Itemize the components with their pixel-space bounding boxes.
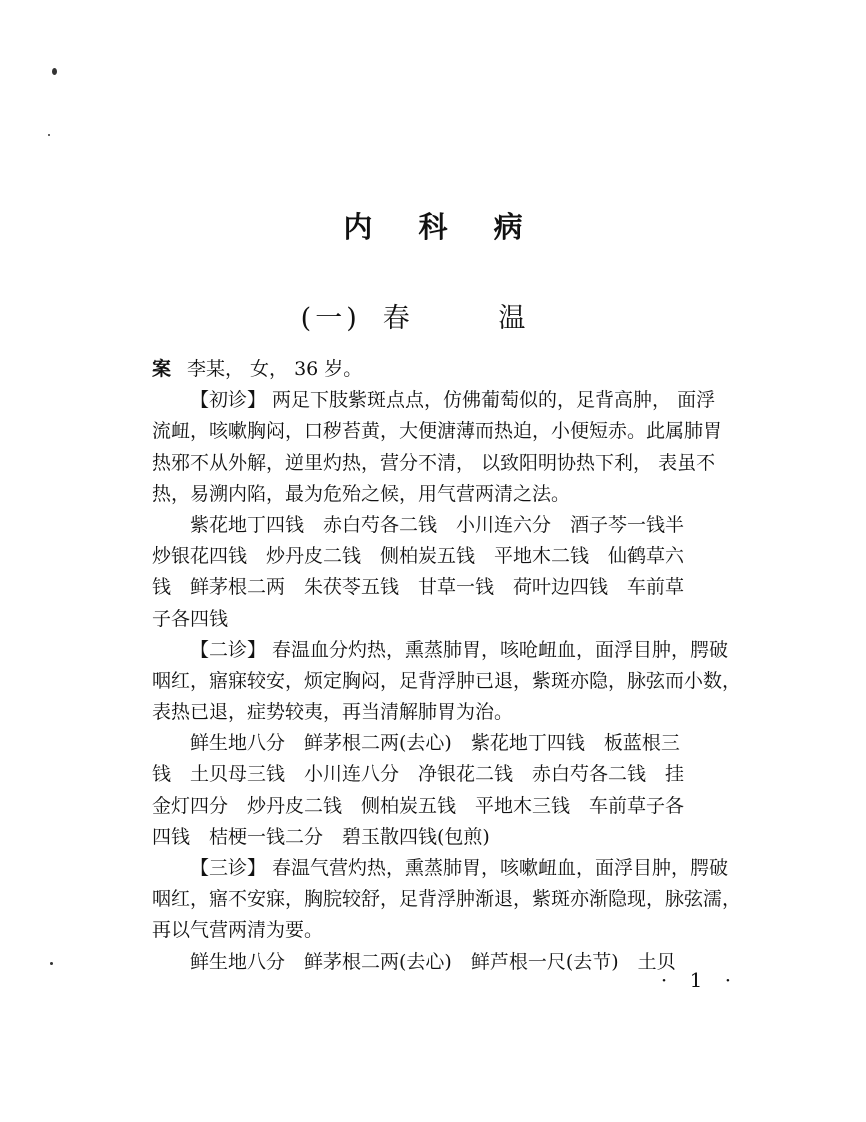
visit-line: 流衄，咳嗽胸闷，口秽苔黄，大便溏薄而热迫，小便短赤。此属肺胃 (152, 420, 723, 443)
prescription-line: 子各四钱 (152, 607, 229, 630)
page-number: · 1 · (660, 968, 740, 992)
prescription-line: 钱 土贝母三钱 小川连八分 净银花二钱 赤白芍各二钱 挂 (152, 763, 685, 786)
visit-2 (152, 635, 752, 853)
prescription-line: 鲜生地八分 鲜茅根二两(去心) 鲜芦根一尺(去节) 土贝 (190, 950, 676, 973)
visit-line: 再以气营两清为要。 (152, 919, 324, 942)
visit-line: 咽红，寤不安寐，胸脘较舒，足背浮肿渐退，紫斑亦渐隐现，脉弦濡， (152, 888, 742, 911)
prescription-line: 四钱 桔梗一钱二分 碧玉散四钱(包煎) (152, 825, 490, 848)
prescription-line: 鲜生地八分 鲜茅根二两(去心) 紫花地丁四钱 板蓝根三 (190, 732, 680, 755)
visit-line: 热邪不从外解，逆里灼热，营分不清， 以致阳明协热下利， 表虽不 (152, 451, 716, 474)
section-heading (0, 296, 866, 335)
prescription-line: 紫花地丁四钱 赤白芍各二钱 小川连六分 酒子芩一钱半 (190, 513, 685, 536)
case-patient: 李某， 女， 36 岁。 (187, 358, 363, 380)
scan-speck (48, 134, 50, 136)
visit-line: 热，易溯内陷，最为危殆之候，用气营两清之法。 (152, 482, 571, 505)
section-name: 春 温 (382, 303, 566, 334)
case-label: 案 (152, 358, 172, 380)
visit-1 (152, 385, 752, 635)
visit-line: 咽红，寤寐较安，烦定胸闷，足背浮肿已退，紫斑亦隐，脉弦而小数， (152, 669, 742, 692)
prescription-line: 炒银花四钱 炒丹皮二钱 侧柏炭五钱 平地木二钱 仙鹤草六 (152, 545, 685, 568)
visit-3 (152, 853, 752, 978)
visit-line: 【初诊】 两足下肢紫斑点点，仿佛葡萄似的，足背高肿， 面浮 (190, 389, 716, 412)
visit-line: 【二诊】 春温血分灼热，熏蒸肺胃，咳呛衄血，面浮目肿，腭破 (190, 638, 729, 661)
prescription-line: 金灯四分 炒丹皮二钱 侧柏炭五钱 平地木三钱 车前草子各 (152, 794, 685, 817)
prescription-line: 钱 鲜茅根二两 朱茯苓五钱 甘草一钱 荷叶边四钱 车前草 (152, 576, 685, 599)
scan-speck (52, 68, 57, 75)
page-title: 内 科 病 (343, 210, 541, 244)
case-intro (152, 354, 752, 385)
visit-line: 表热已退，症势较夷，再当清解肺胃为治。 (152, 701, 514, 724)
scan-speck (50, 962, 53, 965)
visit-line: 【三诊】 春温气营灼热，熏蒸肺胃，咳嗽衄血，面浮目肿，腭破 (190, 857, 729, 879)
body-text (152, 354, 752, 978)
section-number: (一) (300, 303, 361, 334)
